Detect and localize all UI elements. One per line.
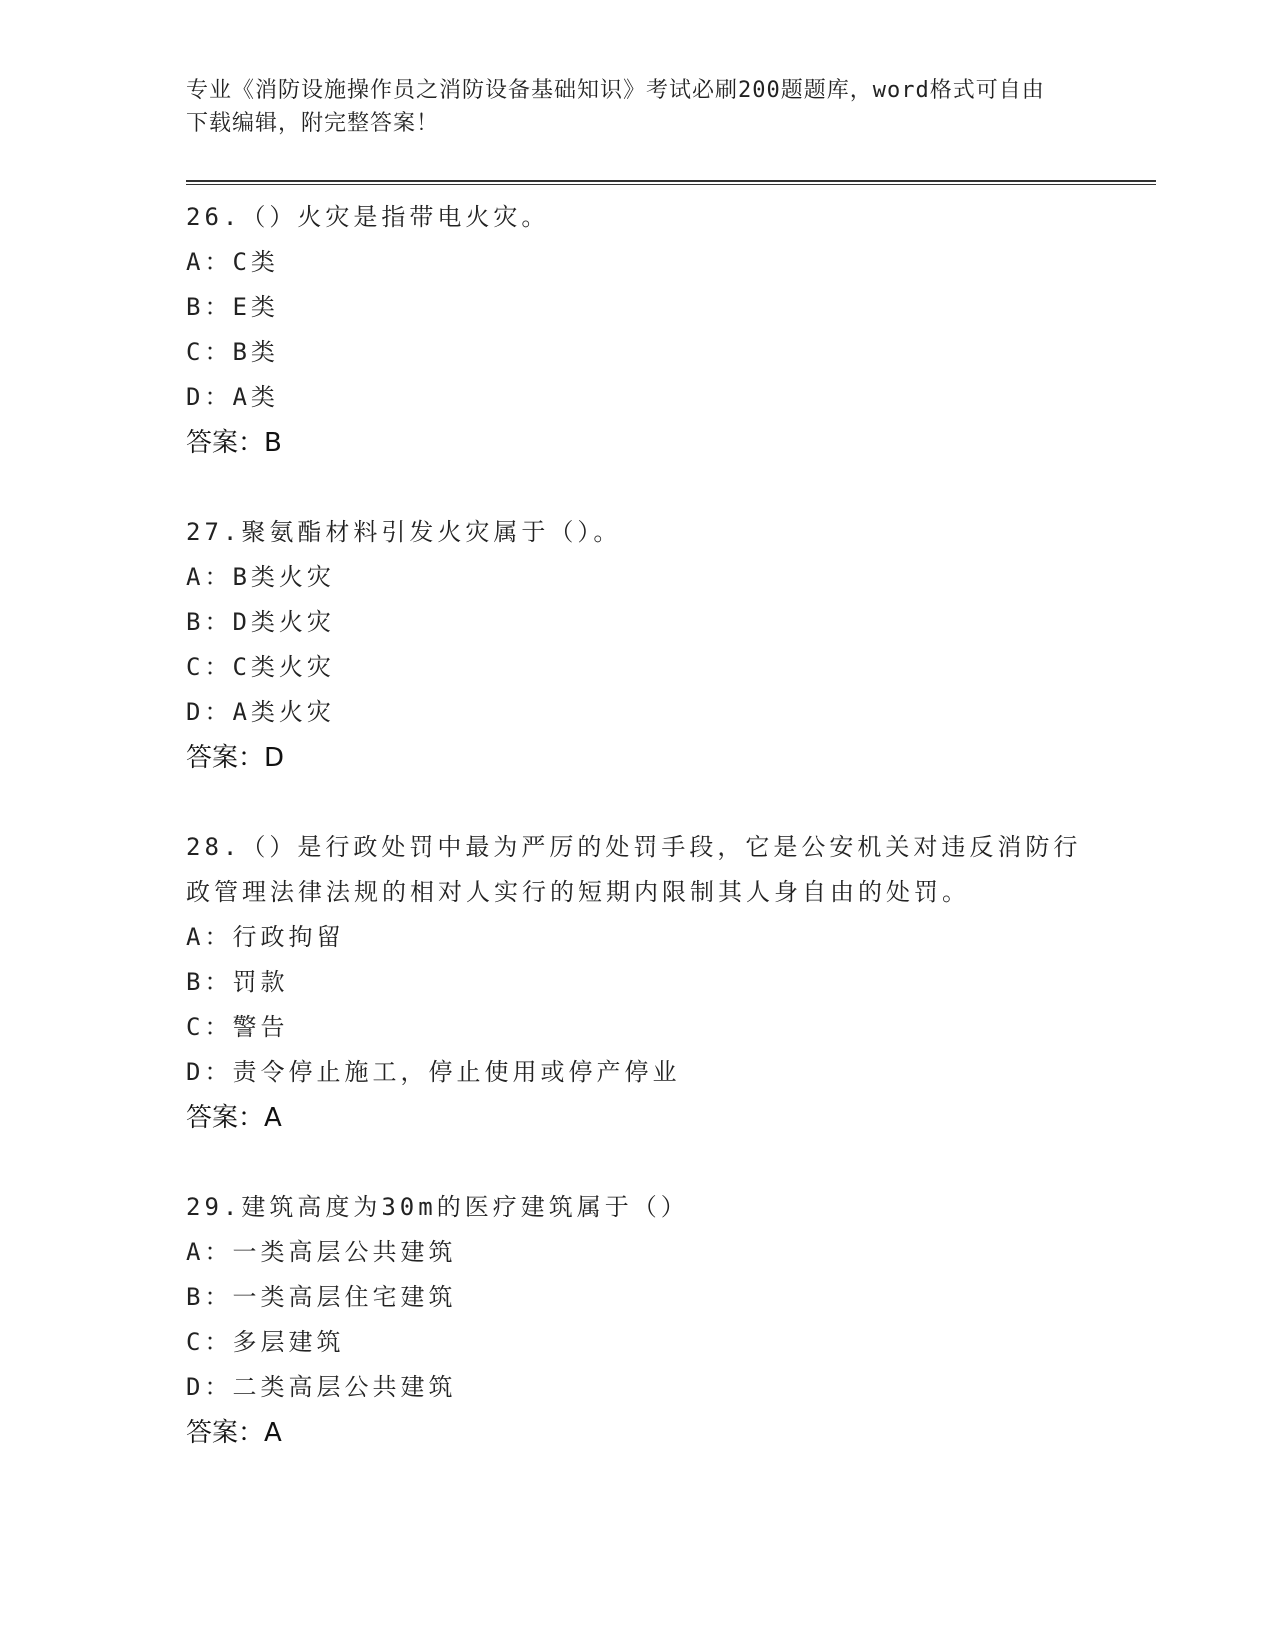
option-b: B：罚款	[186, 968, 289, 996]
option-b: B：一类高层住宅建筑	[186, 1283, 457, 1311]
option-d: D：A类火灾	[186, 698, 335, 726]
option-c: C：警告	[186, 1013, 289, 1041]
answer: 答案：A	[186, 1418, 282, 1448]
option-a: A：B类火灾	[186, 563, 335, 591]
option-b: B：D类火灾	[186, 608, 335, 636]
question-29	[186, 1185, 1156, 1456]
question-26	[186, 195, 1156, 466]
document-page	[186, 74, 1156, 1456]
option-a: A：C类	[186, 248, 279, 276]
option-d: D：A类	[186, 383, 279, 411]
question-stem: 28.（）是行政处罚中最为严厉的处罚手段，它是公安机关对违反消防行政管理法律法规的相对人实行的短期内限制其人身自由的处罚。	[186, 833, 1082, 906]
question-stem: 26.（）火灾是指带电火灾。	[186, 203, 550, 231]
question-stem: 29.建筑高度为30m的医疗建筑属于（）	[186, 1193, 689, 1221]
option-b: B：E类	[186, 293, 279, 321]
answer: 答案：B	[186, 428, 282, 458]
option-d: D：责令停止施工，停止使用或停产停业	[186, 1058, 681, 1086]
question-stem: 27.聚氨酯材料引发火灾属于（）。	[186, 518, 622, 546]
answer: 答案：D	[186, 743, 285, 773]
option-c: C：多层建筑	[186, 1328, 345, 1356]
document-header: 专业《消防设施操作员之消防设备基础知识》考试必刷200题题库，word格式可自由下载编辑，附完整答案！	[186, 78, 1045, 136]
option-c: C：C类火灾	[186, 653, 335, 681]
answer: 答案：A	[186, 1103, 282, 1133]
question-28	[186, 825, 1156, 1141]
header-divider	[186, 180, 1156, 185]
option-a: A：行政拘留	[186, 923, 345, 951]
option-c: C：B类	[186, 338, 279, 366]
question-27	[186, 510, 1156, 781]
option-d: D：二类高层公共建筑	[186, 1373, 457, 1401]
option-a: A：一类高层公共建筑	[186, 1238, 457, 1266]
